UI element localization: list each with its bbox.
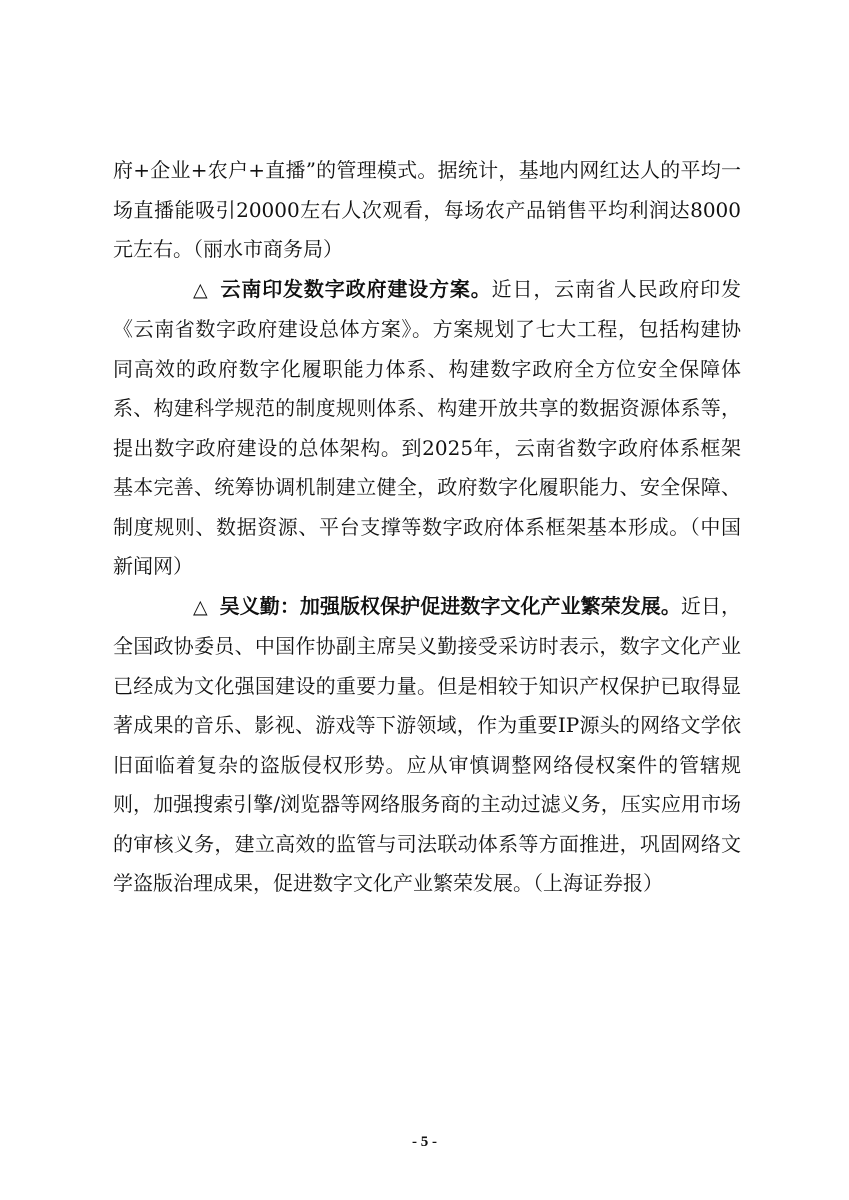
news-headline: 吴义勤：加强版权保护促进数字文化产业繁荣发展。 bbox=[219, 593, 681, 618]
page-number: - 5 - bbox=[412, 1134, 437, 1150]
document-body bbox=[113, 151, 741, 904]
triangle-bullet-icon: △ bbox=[193, 278, 208, 301]
news-headline: 云南印发数字政府建设方案。 bbox=[219, 276, 492, 301]
news-body: 近日，云南省人民政府印发《云南省数字政府建设总体方案》。方案规划了七大工程，包括构建协同高效的政府数字化履职能力体系、构建数字政府全方位安全保障体系、构建科学规范的制度规则体系、构建开放共享的数据资源体系等，提出数字政府建设的总体架构。到2025年，云南省数字政府体系框架基本完善、统筹协调机制建立健全，政府数字化履职能力、安全保障、制度规则、数据资源、平台支撑等数字政府体系框架基本形成。（中国新闻网） bbox=[113, 276, 742, 578]
triangle-bullet-icon: △ bbox=[193, 595, 208, 618]
paragraph-text: 府+企业+农户+直播”的管理模式。据统计，基地内网红达人的平均一场直播能吸引20000左右人次观看，每场农产品销售平均利润达8000元左右。（丽水市商务局） bbox=[113, 158, 741, 261]
news-body: 近日，全国政协委员、中国作协副主席吴义勤接受采访时表示，数字文化产业已经成为文化强国建设的重要力量。但是相较于知识产权保护已取得显著成果的音乐、影视、游戏等下游领域，作为重要IP源头的网络文学依旧面临着复杂的盗版侵权形势。应从审慎调整网络侵权案件的管辖规则，加强搜索引擎/浏览器等网络服务商的主动过滤义务，压实应用市场的审核义务，建立高效的监管与司法联动体系等方面推进，巩固网络文学盗版治理成果，促进数字文化产业繁荣发展。（上海证券报） bbox=[113, 593, 742, 895]
paragraph-continuation bbox=[113, 151, 741, 270]
news-item-wu-yiqin bbox=[113, 587, 741, 904]
news-item-yunnan bbox=[113, 270, 741, 587]
